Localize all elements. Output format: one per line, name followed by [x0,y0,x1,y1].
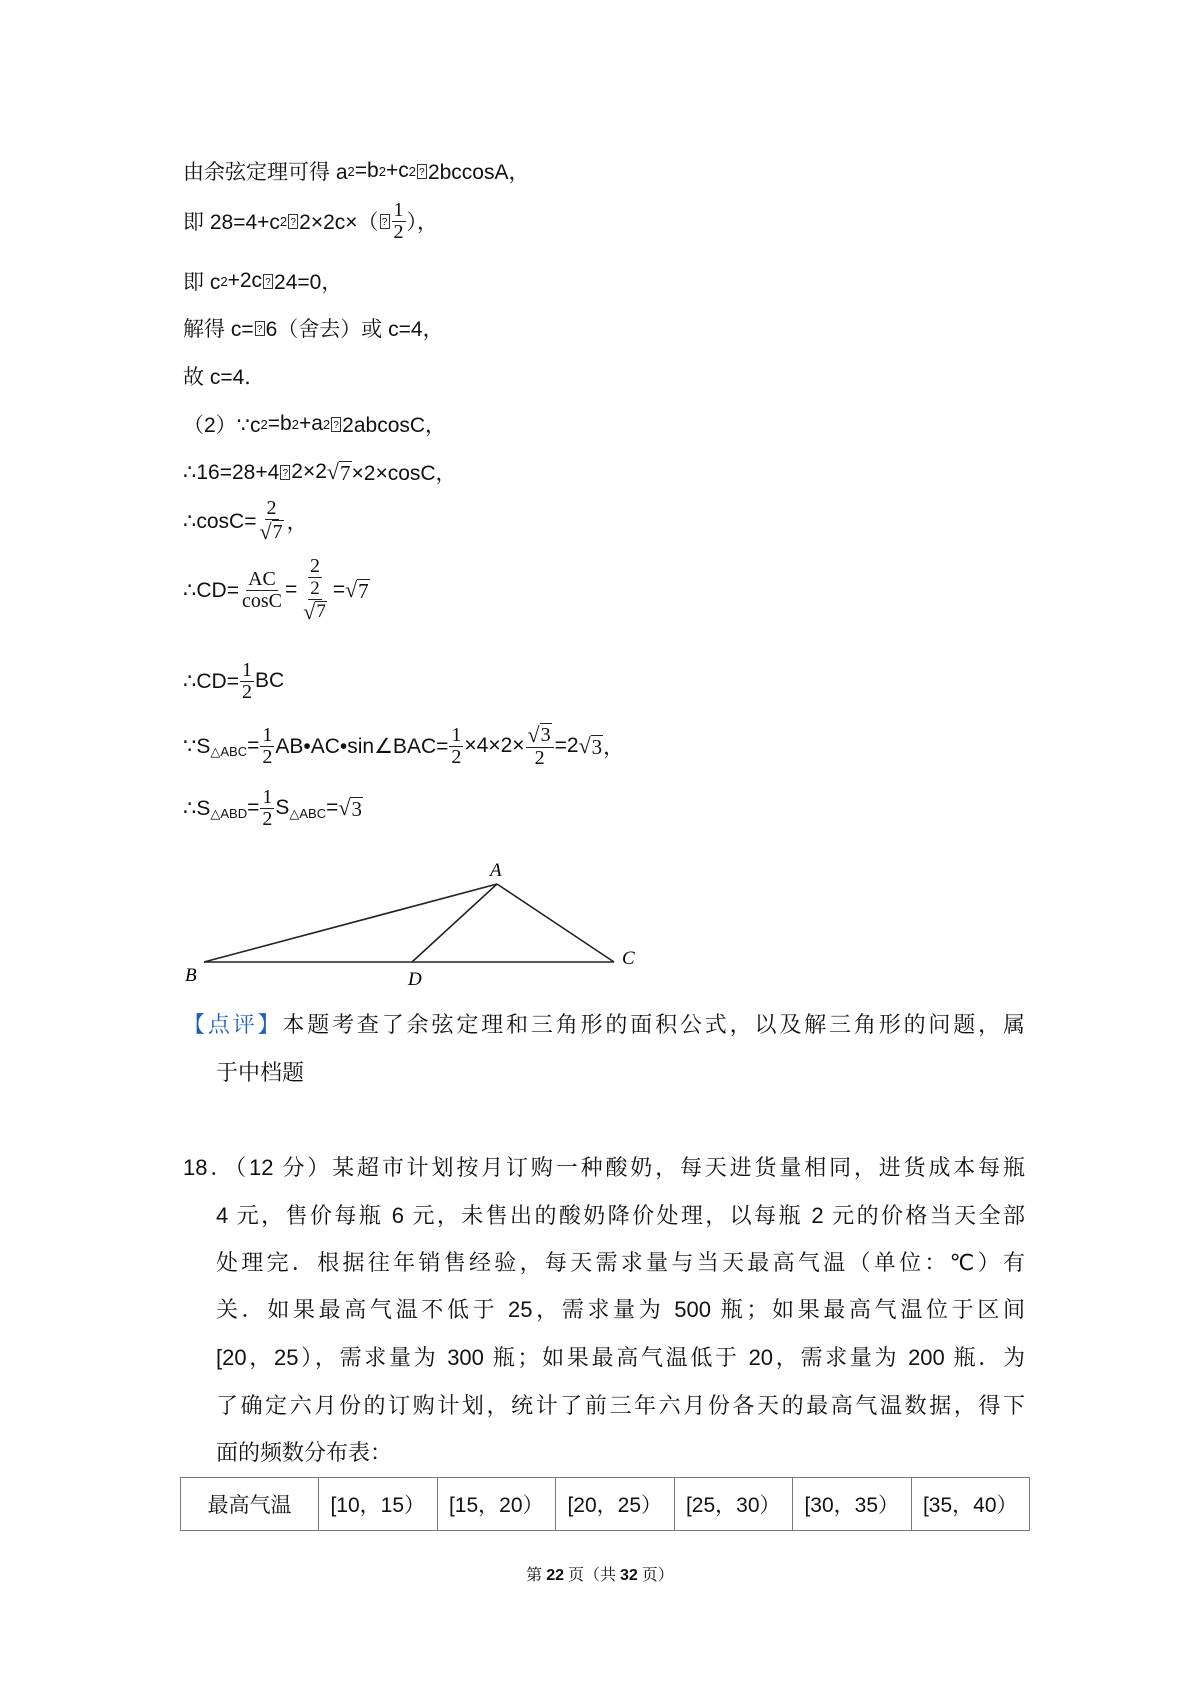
page-number: 22 [546,1567,564,1584]
math-text: =2 [554,734,579,757]
math-text: 1 [262,785,273,808]
math-text: 2 [451,745,462,768]
interval-cell: [10，15） [319,1478,438,1531]
math-text: 2 [534,747,545,769]
math-text: = [326,796,339,819]
math-text: +2c [227,269,263,292]
math-text: 1 [393,198,404,221]
math-text: BC [254,669,285,692]
label-d: D [408,969,422,990]
q18-line: 4 元，售价每瓶 6 元，未售出的酸奶降价处理，以每瓶 2 元的价格当天全部 [216,1203,1025,1228]
radical-sign: √ [326,459,339,484]
math-text: 即 28=4+c [183,211,280,234]
comment-line-1 [183,1009,1025,1041]
comment-tag: 【点评】 [183,1012,283,1037]
radicand: 7 [316,601,326,623]
math-text: 2 [241,680,252,703]
math-text: = [247,796,260,819]
math-text: = [332,578,346,601]
math-text: 1 [262,723,273,746]
math-text: AC [248,567,276,590]
math-text: （2）∵c [183,414,261,437]
math-text: 2×2 [291,460,327,483]
math-text: 故 c=4． [183,366,266,389]
math-text: AB•AC•sin∠BAC= [275,734,449,758]
q18-line: 处理完．根据往年销售经验，每天需求量与当天最高气温（单位：℃）有 [216,1250,1025,1275]
radicand: 7 [340,460,351,485]
interval-cell: [35，40） [911,1478,1030,1531]
comment-line-2: 于中档题 [216,1060,305,1085]
label-a: A [490,860,502,881]
q18-line: 关．如果最高气温不低于 25，需求量为 500 瓶；如果最高气温位于区间 [216,1297,1025,1322]
interval-cell: [20，25） [556,1478,675,1531]
footer-text: 页） [637,1567,674,1584]
side-ac [497,884,614,962]
table-row [181,1478,1030,1531]
table-header-cell: 最高气温 [181,1478,319,1531]
q18-line: 18．（12 分）某超市计划按月订购一种酸奶，每天进货量相同，进货成本每瓶 [183,1155,1025,1180]
superscript: 2 [291,416,299,432]
math-text: ∴cosC= [183,509,257,533]
missing-glyph: ? [255,321,265,336]
math-text: ， [603,736,625,759]
math-text: 即 c [183,271,221,294]
side-ab [204,884,497,962]
math-text: +a [298,412,323,435]
math-text: 1 [451,723,462,746]
radicand: 7 [358,578,369,603]
subscript: △ABC [210,744,248,759]
q18-line: 面的频数分布表： [216,1440,393,1465]
superscript: 2 [378,163,386,179]
radical-sign: √ [338,795,351,820]
label-b: B [185,965,197,986]
math-text: 2 [266,497,277,519]
radicand: 7 [272,521,283,544]
math-text: 2 [393,220,404,243]
math-text: S [275,796,290,819]
footer-text: 第 [526,1567,547,1584]
radicand: 3 [351,796,362,821]
q18-line: [20，25），需求量为 300 瓶；如果最高气温低于 20，需求量为 200 瓶．为 [216,1345,1025,1370]
math-text: 2bccosA， [427,161,530,184]
superscript: 2 [322,416,331,432]
missing-glyph: ? [288,214,298,229]
math-text: 2×2c×（ [299,211,379,234]
math-text: ∴16=28+4 [183,460,280,484]
q18-line: 了确定六月份的订购计划，统计了前三年六月份各天的最高气温数据，得下 [216,1393,1025,1418]
total-pages: 32 [620,1567,638,1584]
subscript: △ABD [210,806,248,821]
radical-sign: √ [527,722,540,747]
math-text: =b [354,159,379,182]
radical-sign: √ [578,733,591,758]
math-text: = [284,578,298,601]
math-text: 24=0， [274,271,343,294]
superscript: 2 [347,163,355,179]
missing-glyph: ? [331,417,341,432]
math-text: =b [267,412,292,435]
math-text: = [247,734,260,757]
frequency-table [180,1477,1030,1531]
interval-cell: [25，30） [674,1478,793,1531]
math-text: ×2×cosC， [351,462,457,485]
math-text: ∴CD= [183,578,239,602]
math-text: ∴CD= [183,669,239,693]
subscript: △ABC [289,806,327,821]
math-text: ∴S [183,796,211,820]
interval-cell: [15，20） [437,1478,556,1531]
math-text: cosC [241,589,282,612]
label-c: C [622,948,635,969]
superscript: 2 [220,273,228,289]
math-text: 1 [241,658,252,681]
missing-glyph: ? [280,465,290,480]
radical-sign: √ [345,577,358,602]
footer-text: 页（共 [563,1567,620,1584]
math-text: 2 [262,745,273,768]
math-text: +c [385,159,409,182]
comment-text: 本题考查了余弦定理和三角形的面积公式，以及解三角形的问题，属 [282,1012,1025,1037]
page-footer [0,1562,1200,1585]
radical-sign: √ [259,519,272,544]
radicand: 3 [591,734,603,759]
math-text: 6（舍去）或 c=4， [265,318,444,341]
superscript: 2 [279,213,288,229]
missing-glyph: ? [380,214,390,229]
math-text: 2abcosC， [342,414,447,437]
radicand: 3 [540,724,551,747]
superscript: 2 [260,416,268,432]
math-text: ∵S [183,734,211,758]
math-text: 2 [262,807,273,830]
radical-sign: √ [303,599,316,624]
missing-glyph: ? [263,274,273,289]
math-text: ， [286,511,308,534]
math-text: 由余弦定理可得 a [183,161,348,184]
math-text: 2 [310,555,321,578]
missing-glyph: ? [417,164,427,179]
math-text: ）， [406,211,439,234]
superscript: 2 [408,163,416,179]
math-text: 2 [310,578,320,600]
math-text: ×4×2× [464,734,525,757]
interval-cell: [30，35） [793,1478,912,1531]
math-text: 解得 c= [183,318,254,341]
